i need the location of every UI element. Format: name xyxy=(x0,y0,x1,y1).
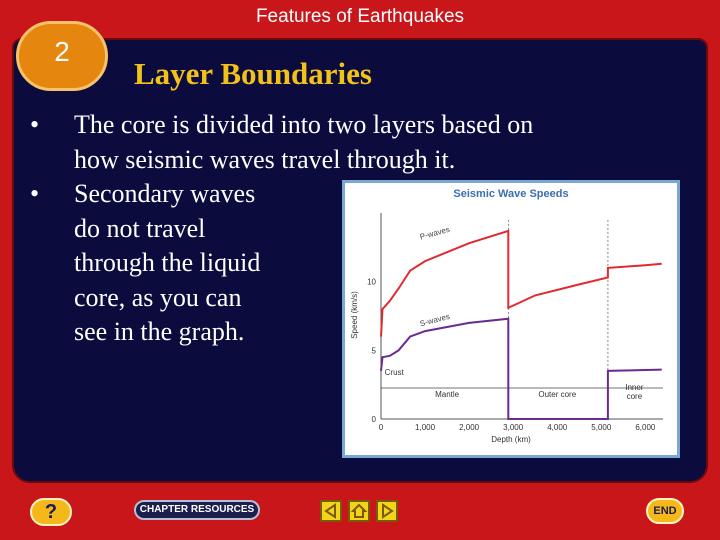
next-button[interactable] xyxy=(376,500,398,522)
y-tick-label: 10 xyxy=(367,277,376,287)
home-icon xyxy=(350,502,368,520)
section-number: 2 xyxy=(54,36,70,67)
bullet-line: core, as you can xyxy=(74,282,242,312)
home-button[interactable] xyxy=(348,500,370,522)
chapter-resources-button[interactable]: CHAPTER RESOURCES xyxy=(134,500,260,520)
bullet-line: see in the graph. xyxy=(74,317,245,346)
y-tick-label: 0 xyxy=(371,415,376,424)
section-title: Features of Earthquakes xyxy=(255,6,465,27)
y-tick-label: 5 xyxy=(371,346,376,356)
bullet-dot: • xyxy=(30,110,40,139)
arrow-left-icon xyxy=(322,502,340,520)
chart-title: Seismic Wave Speeds xyxy=(453,188,569,200)
x-tick-label: 3,000 xyxy=(503,423,524,432)
x-tick-label: 6,000 xyxy=(635,423,656,432)
x-tick-label: 2,000 xyxy=(459,423,480,432)
slide-title: Layer Boundaries xyxy=(134,56,372,91)
bullet-line: Secondary waves xyxy=(74,179,256,208)
bullet-line: how seismic waves travel through it. xyxy=(74,144,456,174)
mantle-label: Mantle xyxy=(435,390,460,399)
help-button[interactable] xyxy=(30,498,72,526)
section-number-badge xyxy=(16,21,108,91)
y-axis-label: Speed (km/s) xyxy=(350,291,359,339)
x-tick-label: 0 xyxy=(378,423,384,432)
x-tick-label: 4,000 xyxy=(547,423,568,432)
seismic-wave-chart xyxy=(342,180,680,458)
chart-svg xyxy=(345,183,677,455)
x-tick-label: 1,000 xyxy=(415,423,436,432)
bullet-line: The core is divided into two layers based on xyxy=(74,110,534,139)
help-label: ? xyxy=(44,500,58,523)
previous-button[interactable] xyxy=(320,500,342,522)
top-bar xyxy=(0,0,720,38)
arrow-right-icon xyxy=(378,502,396,520)
series-line xyxy=(381,319,662,419)
outer-core-label: Outer core xyxy=(538,390,577,399)
inner-core-label: core xyxy=(626,392,643,401)
x-tick-label: 5,000 xyxy=(591,423,612,432)
crust-label: Crust xyxy=(384,368,404,377)
x-axis-label: Depth (km) xyxy=(491,435,531,444)
bullet-line: through the liquid xyxy=(74,248,261,277)
bullet-item xyxy=(30,108,670,177)
bullet-line: do not travel xyxy=(74,213,206,243)
series-label: P-waves xyxy=(418,224,451,242)
bullet-dot: • xyxy=(30,179,40,208)
series-label: S-waves xyxy=(418,311,451,329)
inner-core-label: Inner xyxy=(625,383,644,392)
end-button[interactable]: END xyxy=(646,498,684,524)
